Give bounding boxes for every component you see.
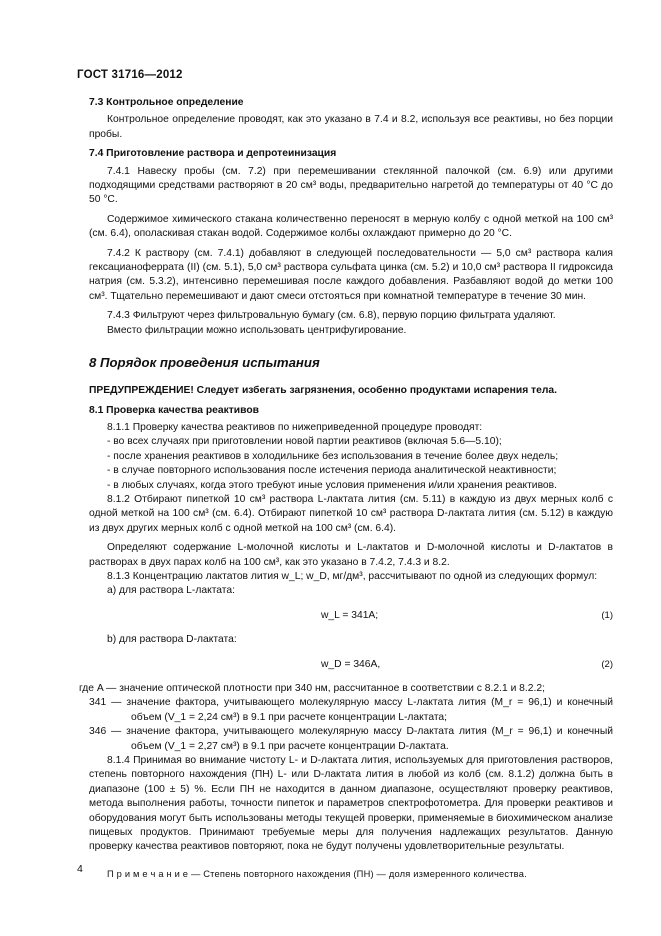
formula-1 [89,609,613,623]
formula-1-number: (1) [601,609,613,621]
legend-item: 346 — значение фактора, учитывающего молекулярную массу D-лактата лития (M_r = 96,1) и конечный объем (V_1 = 2,27 см³) в 9.1 при расчете концентрации D-лактата. [89,726,613,752]
formula-1-expression: w_L = 341A; [321,609,379,621]
document-body [79,96,613,881]
paragraph-8-1-2-continued: Определяют содержание L-молочной кислоты и L-лактатов и D-молочной кислоты и D-лактатов в растворах в двух парах колб на 100 см³, как это указано в 7.4.2, 7.4.3 и 8.2. [89,542,613,568]
formula-2-number: (2) [601,658,613,670]
paragraph-7-4-2: 7.4.2 К раствору (см. 7.4.1) добавляют в следующей последовательности — 5,0 см³ раствора калия гексацианоферрата (II) (см. 5.1), 5,0 см³ раствора сульфата цинка (см. 5.2) и 10,0 см³ раствора II гидроксида натрия (см. 5.3.2), интенсивно перемешивая после каждого добавления. Разбавляют водой до метки 100 см³. Тщательно перемешивают и дают смеси отстояться при комнатной температуре в течение 30 мин. [89,247,613,302]
section-7-3-text: Контрольное определение проводят, как это указано в 7.4 и 8.2, используя все реактивы, но без порции пробы. [89,114,613,140]
section-8-title: 8 Порядок проведения испытания [89,355,320,371]
paragraph-7-4-3: 7.4.3 Фильтруют через фильтровальную бумагу (см. 6.8), первую порцию фильтрата удаляют. [107,310,556,322]
page-number: 4 [77,863,83,875]
list-item: - после хранения реактивов в холодильнике без использования в течение более двух недель; [107,450,559,462]
warning-text: ПРЕДУПРЕЖДЕНИЕ! Следует избегать загрязнения, особенно продуктами испарения тела. [89,385,557,397]
paragraph-7-4-3-continued: Вместо фильтрации можно использовать центрифугирование. [107,324,407,336]
paragraph-8-1-1: 8.1.1 Проверку качества реактивов по нижеприведенной процедуре проводят: [107,421,483,433]
note-text: П р и м е ч а н и е — Степень повторного нахождения (ПН) — доля измеренного количества. [107,868,527,879]
paragraph-8-1-2: 8.1.2 Отбирают пипеткой 10 см³ раствора L-лактата лития (см. 5.11) в каждую из двух мерных колб с одной меткой на 100 см³ (см. 6.4). Отбирают пипеткой 10 см³ раствора D-лактата лития (см. 5.12) в каждую из двух других мерных колб с одной меткой на 100 см³ (см. 6.4). [89,493,613,534]
legend-item: где A — значение оптической плотности при 340 нм, рассчитанное в соответствии с 8.2.1 и 8.2.2; [79,682,545,694]
list-item: - в случае повторного использования после истечения периода аналитической неактивности; [107,465,557,477]
formula-2 [89,658,613,672]
formula-2-expression: w_D = 346A, [321,658,381,670]
formula-legend [79,682,613,754]
case-b-label: b) для раствора D-лактата: [107,634,237,646]
legend-item: 341 — значение фактора, учитывающего молекулярную массу L-лактата лития (M_r = 96,1) и конечный объем (V_1 = 2,24 см³) в 9.1 при расчете концентрации L-лактата; [89,697,613,723]
section-8-1-title: 8.1 Проверка качества реактивов [89,404,259,416]
list-item: - в любых случаях, когда этого требуют иные условия применения и/или хранения реактивов. [107,479,557,491]
paragraph-7-4-1: 7.4.1 Навеску пробы (см. 7.2) при перемешивании стеклянной палочкой (см. 6.9) или другими подходящими средствами растворяют в 20 см³ воды, предварительно нагретой до температуры от 40 °С до 50 °С. [89,165,613,206]
list-item: - во всех случаях при приготовлении новой партии реактивов (включая 5.6—5.10); [107,436,502,448]
section-7-3-title: 7.3 Контрольное определение [89,97,244,108]
paragraph-8-1-4: 8.1.4 Принимая во внимание чистоту L- и D-лактата лития, используемых для приготовления растворов, степень повторного нахождения (ПН) L- или D-лактата лития в любой из колб (см. 8.1.2) должна быть в диапазоне (100 ± 5) %. Если ПН не находится в данном диапазоне, осуществляют проверку реактивов, метода выполнения работы, точности пипеток и параметров спектрофотометра. Для проверки реактивов и оборудования могут быть использованы методы текущей проверки, применяемые в биохимическом анализе пищевых продуктов. Принимают требуемые меры для получения надлежащих результатов. Данную проверку качества реактивов повторяют, пока не будут получены удовлетворительные результаты. [89,755,613,853]
section-7-4-title: 7.4 Приготовление раствора и депротеинизация [89,148,337,160]
document-header: ГОСТ 31716—2012 [77,69,183,81]
paragraph-8-1-3: 8.1.3 Концентрацию лактатов лития w_L; w_D, мг/дм³, рассчитывают по одной из следующих формул: [107,570,598,582]
case-a-label: а) для раствора L-лактата: [107,585,235,597]
paragraph-7-4-1-continued: Содержимое химического стакана количественно переносят в мерную колбу с одной меткой на 100 см³ (см. 6.4), ополаскивая стакан водой. Содержимое колбы охлаждают примерно до 20 °С. [89,213,613,240]
